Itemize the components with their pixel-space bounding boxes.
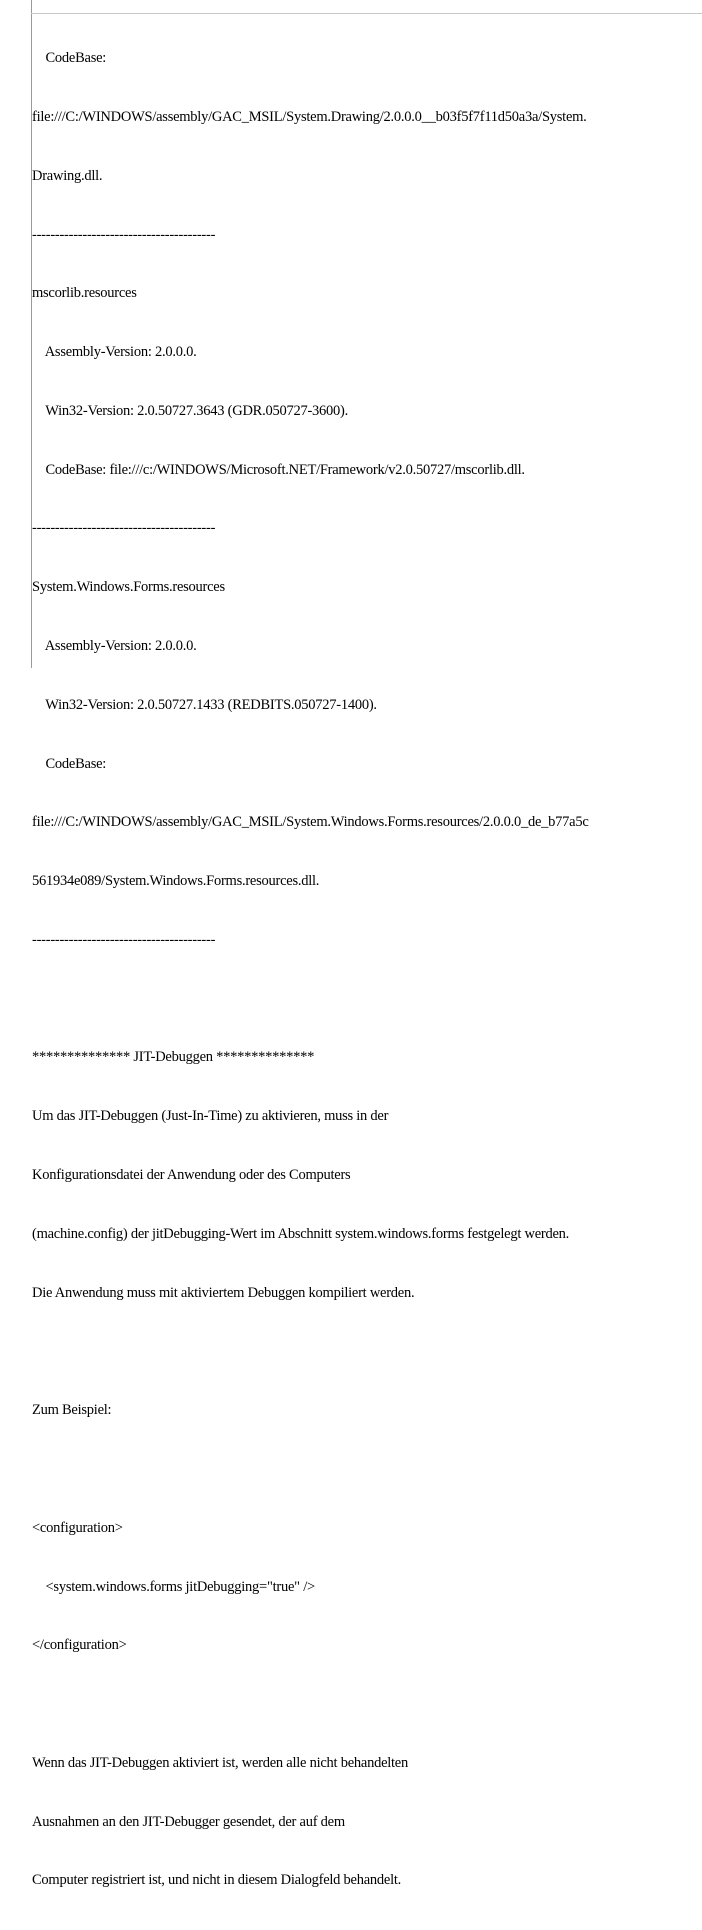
paragraph-line: Die Anwendung muss mit aktiviertem Debuggen kompiliert werden. xyxy=(32,1284,415,1301)
separator-line: ---------------------------------------- xyxy=(32,931,216,948)
separator-line: ---------------------------------------- xyxy=(32,520,216,537)
win32-version-line: Win32-Version: 2.0.50727.1433 (REDBITS.050727-1400). xyxy=(32,696,377,713)
separator-line: ---------------------------------------- xyxy=(32,226,216,243)
code-example-line: <system.windows.forms jitDebugging="true" /> xyxy=(32,1578,315,1595)
blank-line xyxy=(32,1460,702,1480)
assembly-version-line: Assembly-Version: 2.0.0.0. xyxy=(32,344,197,361)
win32-version-line: Win32-Version: 2.0.50727.3643 (GDR.050727-3600). xyxy=(32,402,349,419)
assembly-name-line: mscorlib.resources xyxy=(32,285,137,302)
assembly-version-line: Assembly-Version: 2.0.0.0. xyxy=(32,638,197,654)
section-heading: ************** JIT-Debuggen ************** xyxy=(32,1049,315,1066)
codebase-line: CodeBase: file:///c:/WINDOWS/Microsoft.NET/Framework/v2.0.50727/mscorlib.dll. xyxy=(32,461,525,478)
assembly-name-line: System.Windows.Forms.resources xyxy=(32,579,225,596)
codebase-path-line: file:///C:/WINDOWS/assembly/GAC_MSIL/System.Drawing/2.0.0.0__b03f5f7f11d50a3a/System. xyxy=(32,108,587,125)
paragraph-line: Ausnahmen an den JIT-Debugger gesendet, der auf dem xyxy=(32,1813,345,1830)
example-label: Zum Beispiel: xyxy=(32,1402,112,1419)
code-example-line: </configuration> xyxy=(32,1637,127,1654)
blank-line xyxy=(32,1342,702,1362)
error-details-text[interactable] xyxy=(32,10,702,1930)
paragraph-line: Wenn das JIT-Debuggen aktiviert ist, werden alle nicht behandelten xyxy=(32,1754,408,1771)
codebase-path-line: file:///C:/WINDOWS/assembly/GAC_MSIL/System.Windows.Forms.resources/2.0.0.0_de_b77a5c xyxy=(32,814,589,831)
blank-line xyxy=(32,990,702,1010)
code-example-line: <configuration> xyxy=(32,1519,123,1536)
codebase-path-line: Drawing.dll. xyxy=(32,167,103,184)
paragraph-line: Um das JIT-Debuggen (Just-In-Time) zu aktivieren, muss in der xyxy=(32,1108,389,1125)
blank-line xyxy=(32,1695,702,1715)
codebase-label-line: CodeBase: xyxy=(32,50,107,67)
paragraph-line: Konfigurationsdatei der Anwendung oder des Computers xyxy=(32,1167,351,1184)
paragraph-line: Computer registriert ist, und nicht in diesem Dialogfeld behandelt. xyxy=(32,1872,402,1889)
codebase-path-line: 561934e089/System.Windows.Forms.resources.dll. xyxy=(32,873,320,890)
codebase-label-line: CodeBase: xyxy=(32,755,107,772)
paragraph-line: (machine.config) der jitDebugging-Wert im Abschnitt system.windows.forms festgelegt werden. xyxy=(32,1225,570,1242)
